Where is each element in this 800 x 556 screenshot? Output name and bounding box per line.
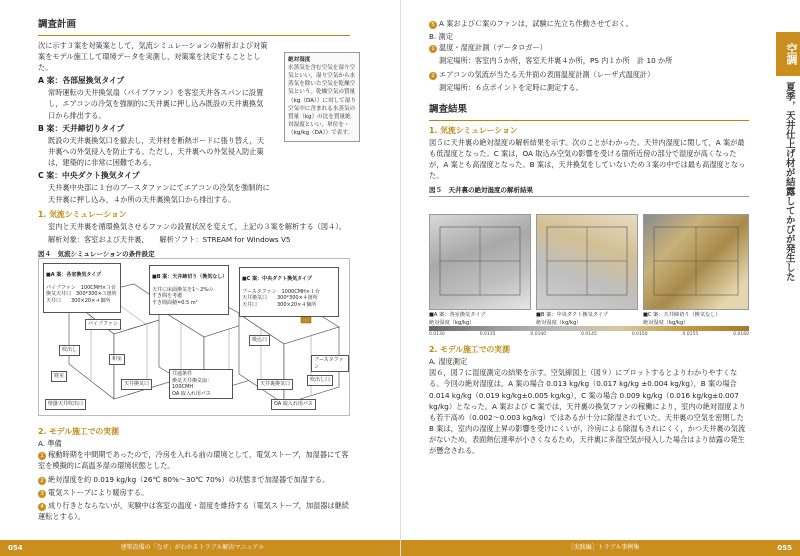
sim-body-1: 室内と天井裏を循環換気させるファンの設置状況を変えて，上記の３案を解析する（図４）。: [48, 221, 346, 231]
heatmap-plan-b: [536, 214, 638, 310]
res1-body: 図５に天井裏の絶対湿度の解析結果を示す。次のことがわかった。天井内湿度に関して，A 案が最も低湿度となった。C 案は，OA 取込み空気の影響を受ける箇所近傍の部分で湿度が高くなったが，A 案とも高湿度となった。B 案は，天井換気をしていないため３案の中では最も高湿度となった。: [429, 137, 746, 181]
heatmap-plan-c: [643, 214, 749, 310]
callout-supply: 吹出し口: [307, 375, 333, 386]
plan-b-diagram-spec: 天井に床面換気を1～2%の すき間を考慮 すき間面積=0.5 m²: [152, 286, 214, 306]
plan-b-diagram-head: ■B 案：天井締切り（換気なし）: [152, 273, 228, 280]
measure-1-place: 測定場所：客室内５か所，客室天井裏４か所，PS 内１か所 計 10 か所: [439, 56, 673, 66]
tab-text: 夏季，天井仕上げ材が結露してかびが発生した: [783, 82, 795, 282]
model-a-head: A. 準備: [38, 439, 62, 449]
side-tab: [776, 0, 800, 556]
plan-b-spec: [149, 265, 229, 315]
measure-head: B. 測定: [429, 32, 453, 42]
measure-2: 2 エアコンの気流が当たる天井面の表面温度計測（レーザ式温度計）: [429, 69, 749, 80]
plan-a-diagram-head: ■A 案：各室換気タイプ: [46, 271, 102, 278]
step-2: 2 絶対湿度を約 0.019 kg/kg（26℃ 80%～30℃ 70%）の状態まで加湿器で加湿する。: [38, 474, 350, 485]
plan-a-spec: [43, 263, 121, 313]
note-title: 絶対湿度: [288, 57, 311, 63]
sim-head: 1. 気流シミュレーション: [38, 209, 127, 219]
callout-ceiling-vent: 天井換気口: [121, 379, 152, 390]
fig4-diagram: [38, 258, 350, 416]
heatmap-plan-a: [429, 214, 531, 310]
step-4: 4 成り行きとならないが，実験中は客室の温度・湿度を維持する（電気ストーブ，加湿器は継続運転とする）。: [38, 500, 349, 522]
tab-title: 空調: [776, 32, 800, 76]
intro-text: 次に示す３案を対策案として，気流シミュレーションの解析および対策案をモデル施工して環境データを実測し，対策案を決定することとした。: [38, 40, 268, 73]
step-5: 5 A 案およびＣ案のファンは，試験に先立ち作動させておく。: [429, 18, 749, 29]
heatmap-c-label: ■C 案：天井締切り（換気なし） 絶対湿度（kg/kg）: [643, 312, 721, 327]
res1-head: 1. 気流シミュレーション: [429, 125, 518, 135]
fig5-title: 図５ 天井裏の絶対湿度の解析結果: [429, 185, 749, 197]
plan-c-body: 天井裏中央部に１台のブースタファンにてエアコンの冷気を強制的に天井裏に押し込み，４か所の天井裏換気口から排出する。: [48, 183, 270, 204]
step-1: 1 稼動時期を中間期であったので，冷房を入れる前の環境として，電気ストーブ，加湿器にて客室を模擬的に高温多湿の環境状態とした。: [38, 450, 349, 471]
plan-c-spec: [239, 267, 339, 317]
heatmap-b-label: ■B 案：中央ダクト換気タイプ 絶対湿度（kg/kg）: [536, 312, 609, 327]
common-conditions: 共通条件 換気天井換気扇：100CMH OA 取入れ用パス: [169, 369, 233, 399]
callout-attic-vent: 天井裏換気口: [257, 379, 293, 390]
res2-body: 図６，図７に湿度測定の結果を示す。空気線図上（図９）にプロットするとよりわかりやすくなる。今回の絶対湿度は，A 案の場合 0.013 kg/kg（0.017 kg/kg ±0.004 kg/kg），B 案の場合 0.014 kg/kg（0.019 kg/kg±0.005 kg/kg），C 案の場合 0.009 kg/kg（0.016 kg/kg±0.007 kg/kg）となった。A 案および C 案では，天井裏の換気ファンの稼働により，室内の絶対湿度よりも若干高め（0.002～0.003 kg/kg）ではあるが十分に除湿されていた。天井裏の空気を密閉した B 案は，室内の湿度上昇の影響を受けにくいが，冷房による除湿もされにくく，かつ天井裏の気流がないため，表面熱伝達率が小さくなるため，天井裏に多湿空気が侵入した場合はより結露の発生が懸念される。: [429, 368, 746, 456]
callout-japanese-room: 和室: [109, 354, 125, 365]
note-absolute-humidity: [284, 52, 360, 142]
callout-bedroom: 寝室: [51, 371, 67, 382]
section-title-plan: 調査計画: [38, 18, 350, 36]
section-title-result: 調査結果: [429, 103, 749, 121]
section-title-footer: ［実践編］トラブル事例集: [567, 544, 640, 552]
res2-a-head: A. 湿度測定: [429, 357, 468, 367]
callout-intake: 吸込口: [249, 335, 270, 346]
plan-a-body: 常時運転の天井換気扇（パイプファン）を客室天井各スパンに設置し，エアコンの冷気を強制的に天井裏に押し込み既設の天井裏換気口から排出する。: [48, 88, 264, 120]
step-3: 3 電気ストーブにより暖房する。: [38, 487, 350, 498]
booster-fan-icon: [301, 317, 311, 323]
res2-head: 2. モデル施工での実測: [429, 345, 510, 354]
measure-1: 1 温度・湿度計測（データロガー）: [429, 42, 749, 53]
plan-a-diagram-spec: パイプファン 100CMH×３台 換気天井口 300*300×３箇所 天井口 300×20×４個所: [46, 284, 117, 304]
right-lower-column: [429, 340, 749, 458]
callout-oa-path: OA 取入れ用パス: [271, 399, 316, 410]
note-body: 水蒸気を含む空気を湿り空気といい，湿り空気から水蒸気を除いた空気を乾燥空気という。乾燥空気の質量（kg（DA））に対して湿り空気中に含まれる水蒸気の質量（kg）の比を質量絶対湿度といい，単位を・（kg/kg（DA））で表す。: [288, 65, 356, 136]
model-head: 2. モデル施工での実測: [38, 427, 119, 436]
plan-c-head: C 案：中央ダクト換気タイプ: [38, 171, 140, 181]
heatmap-a-label: ■A 案：各室換気タイプ 絶対湿度（kg/kg）: [429, 312, 486, 327]
left-lower-column: [38, 422, 350, 524]
callout-wall-outlet: 壁掛天井吹出口: [45, 399, 86, 410]
page-number-right: 055: [777, 543, 792, 552]
callout-outlet: 吹出し: [59, 345, 80, 356]
plan-b-body: 既設の天井裏換気口を撤去し，天井材を断熱ボードに張り替え，天井裏への外気侵入を防止する。ただし，天井裏への外気侵入防止策は，建築的に非常に困難である。: [48, 135, 265, 168]
plan-b-head: B 案：天井締切りタイプ: [38, 123, 125, 133]
sim-body-2: 解析対象：客室および天井裏， 解析ソフト：STREAM for Windows V5: [48, 234, 291, 244]
plan-a-head: A 案：各部屋換気タイプ: [38, 76, 125, 86]
left-footer: [0, 540, 400, 556]
right-column: [429, 18, 749, 197]
plan-c-diagram-head: ■C 案：中央ダクト換気タイプ: [242, 275, 312, 282]
right-footer: [401, 540, 800, 556]
right-page: [400, 0, 800, 556]
callout-booster-fan: ブースタファン: [311, 355, 349, 372]
fig4-title: 図４ 気流シミュレーションの条件設定: [38, 249, 350, 261]
callout-pipe-fan: パイプファン: [85, 319, 121, 330]
page-number-left: 054: [8, 543, 23, 552]
colorbar-ticks: 0.0130 0.0135 0.0140 0.0145 0.0150 0.0155 0.0160: [429, 332, 749, 337]
plan-c-diagram-spec: ブースタファン 1000CMH×１台 天井換気口 300*300×４箇所 天井口 300×20×４個所: [242, 288, 320, 308]
colorbar: [429, 326, 749, 331]
book-title: 建築設備の「なぜ」がわかるトラブル解決マニュアル: [120, 544, 265, 552]
measure-2-place: 測定場所：６点ポイントを定時に測定する。: [439, 82, 583, 92]
